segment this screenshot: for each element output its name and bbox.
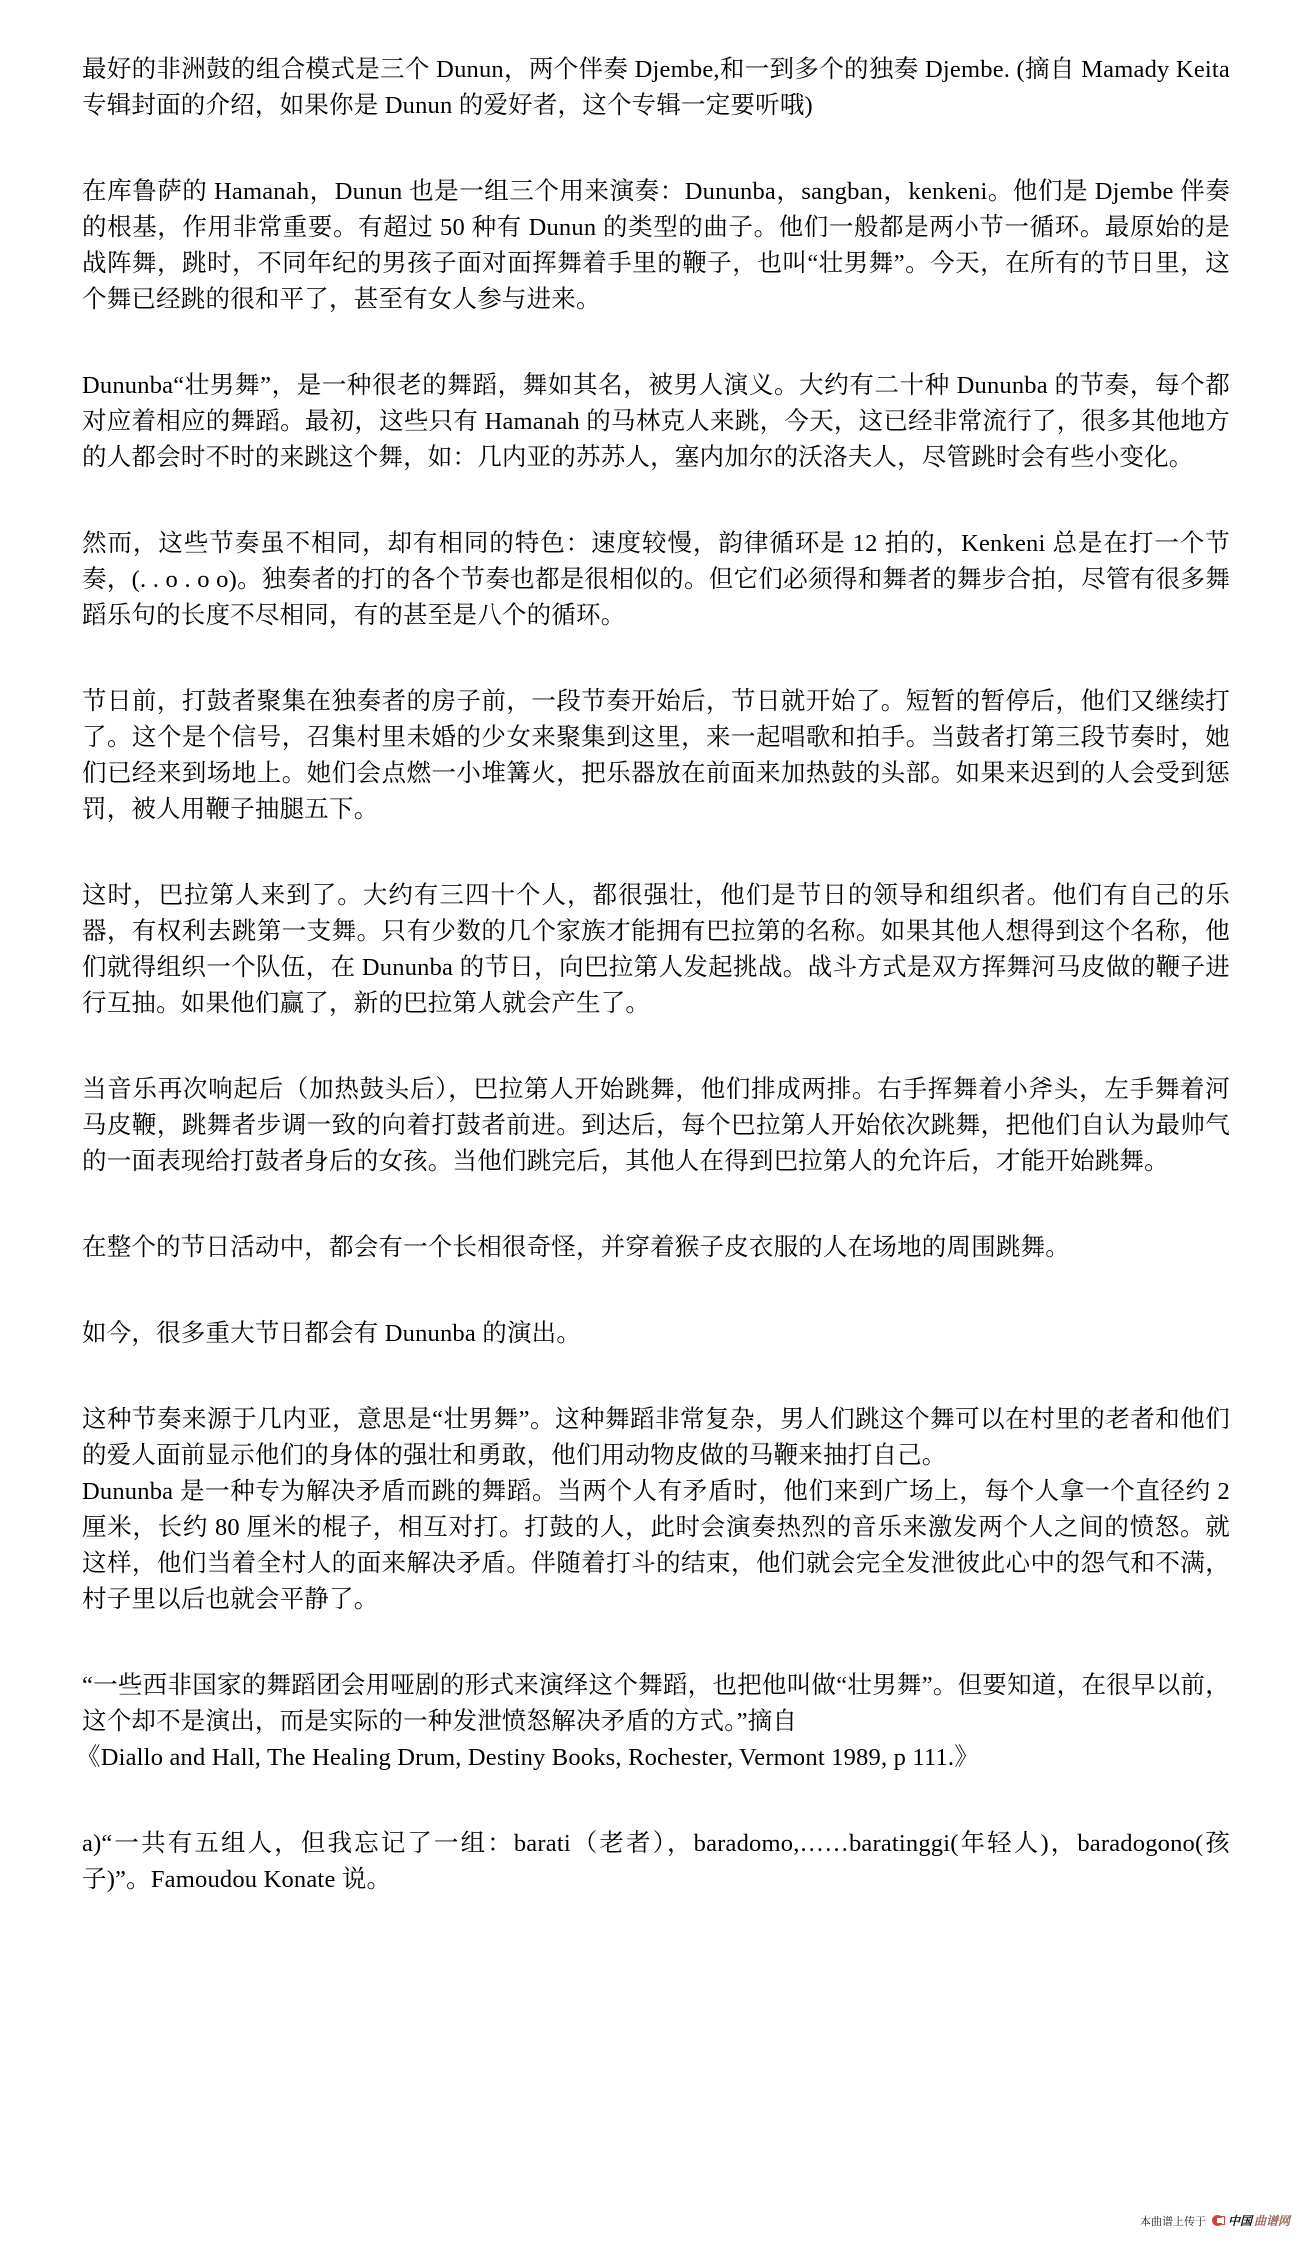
logo-text-china: 中国 (1227, 2214, 1252, 2228)
paragraph-barati-arrival: 这时，巴拉第人来到了。大约有三四十个人，都很强壮，他们是节日的领导和组织者。他们有自己的乐器，有权利去跳第一支舞。只有少数的几个家族才能拥有巴拉第的名称。如果其他人想得到这个名称，他们就得组织一个队伍，在 Dununba 的节日，向巴拉第人发起挑战。战斗方式是双方挥舞河马皮做的鞭子进行互抽。如果他们赢了，新的巴拉第人就会产生了。 (82, 882, 1230, 1017)
paragraph-dununba-dance: Dununba“壮男舞”，是一种很老的舞蹈，舞如其名，被男人演义。大约有二十种 Dununba 的节奏，每个都对应着相应的舞蹈。最初，这些只有 Hamanah 的马林克人来跳，今天，这已经非常流行了，很多其他地方的人都会时不时的来跳这个舞，如：几内亚的苏苏人，塞内加尔的沃洛夫人，尽管跳时会有些小变化。 (82, 372, 1230, 471)
paragraph-music-resumes: 当音乐再次响起后（加热鼓头后），巴拉第人开始跳舞，他们排成两排。右手挥舞着小斧头，左手舞着河马皮鞭，跳舞者步调一致的向着打鼓者前进。到达后，每个巴拉第人开始依次跳舞，把他们自认为最帅气的一面表现给打鼓者身后的女孩。当他们跳完后，其他人在得到巴拉第人的允许后，才能开始跳舞。 (82, 1076, 1230, 1175)
logo-icon (1212, 2215, 1226, 2227)
citation: 《Diallo and Hall, The Healing Drum, Destiny Books, Rochester, Vermont 1989, p 111.》 (76, 1744, 979, 1771)
paragraph-conflict-dance: Dununba 是一种专为解决矛盾而跳的舞蹈。当两个人有矛盾时，他们来到广场上，每个人拿一个直径约 2 厘米，长约 80 厘米的棍子，相互对打。打鼓的人，此时会演奏热烈的音乐来激发两个人之间的愤怒。就这样，他们当着全村人的面来解决矛盾。伴随着打斗的结束，他们就会完全发泄彼此心中的怨气和不满，村子里以后也就会平静了。 (82, 1478, 1230, 1613)
site-logo (1212, 2212, 1290, 2229)
paragraph-hamanah: 在库鲁萨的 Hamanah，Dunun 也是一组三个用来演奏：Dununba，sangban，kenkeni。他们是 Djembe 伴奏的根基，作用非常重要。有超过 50 种有 Dunun 的类型的曲子。他们一般都是两小节一循环。最原始的是战阵舞，跳时，不同年纪的男孩子面对面挥舞着手里的鞭子，也叫“壮男舞”。今天，在所有的节日里，这个舞已经跳的很和平了，甚至有女人参与进来。 (82, 178, 1230, 313)
document-body (76, 52, 1230, 1898)
upload-label: 本曲谱上传于 (1139, 2214, 1206, 2228)
paragraph-monkey-dancer: 在整个的节日活动中，都会有一个长相很奇怪，并穿着猴子皮衣服的人在场地的周围跳舞。 (82, 1234, 1070, 1261)
paragraph-rhythm-features: 然而，这些节奏虽不相同，却有相同的特色：速度较慢，韵律循环是 12 拍的，Kenkeni 总是在打一个节奏，(. . o . o o)。独奏者的打的各个节奏也都是很相似的。但它们必须得和舞者的舞步合拍，尽管有很多舞蹈乐句的长度不尽相同，有的甚至是八个的循环。 (82, 530, 1230, 629)
paragraph-origin: 这种节奏来源于几内亚，意思是“壮男舞”。这种舞蹈非常复杂，男人们跳这个舞可以在村里的老者和他们的爱人面前显示他们的身体的强壮和勇敢，他们用动物皮做的马鞭来抽打自己。 (82, 1406, 1230, 1469)
paragraph-today: 如今，很多重大节日都会有 Dununba 的演出。 (82, 1320, 582, 1347)
paragraph-quote: “一些西非国家的舞蹈团会用哑剧的形式来演绎这个舞蹈，也把他叫做“壮男舞”。但要知道，在很早以前，这个却不是演出，而是实际的一种发泄愤怒解决矛盾的方式。”摘自 (82, 1672, 1230, 1735)
logo-text-qupu: 曲谱网 (1253, 2214, 1290, 2228)
watermark (1140, 2212, 1290, 2229)
paragraph-footnote-a: a)“一共有五组人，但我忘记了一组：barati（老者），baradomo,……baratinggi(年轻人)，baradogono(孩子)”。Famoudou Konate 说。 (82, 1830, 1230, 1893)
paragraph-festival-start: 节日前，打鼓者聚集在独奏者的房子前，一段节奏开始后，节日就开始了。短暂的暂停后，他们又继续打了。这个是个信号，召集村里未婚的少女来聚集到这里，来一起唱歌和拍手。当鼓者打第三段节奏时，她们已经来到场地上。她们会点燃一小堆篝火，把乐器放在前面来加热鼓的头部。如果来迟到的人会受到惩罚，被人用鞭子抽腿五下。 (82, 688, 1230, 823)
paragraph-intro: 最好的非洲鼓的组合模式是三个 Dunun，两个伴奏 Djembe,和一到多个的独奏 Djembe. (摘自 Mamady Keita 专辑封面的介绍，如果你是 Dunun 的爱好者，这个专辑一定要听哦) (82, 56, 1230, 119)
